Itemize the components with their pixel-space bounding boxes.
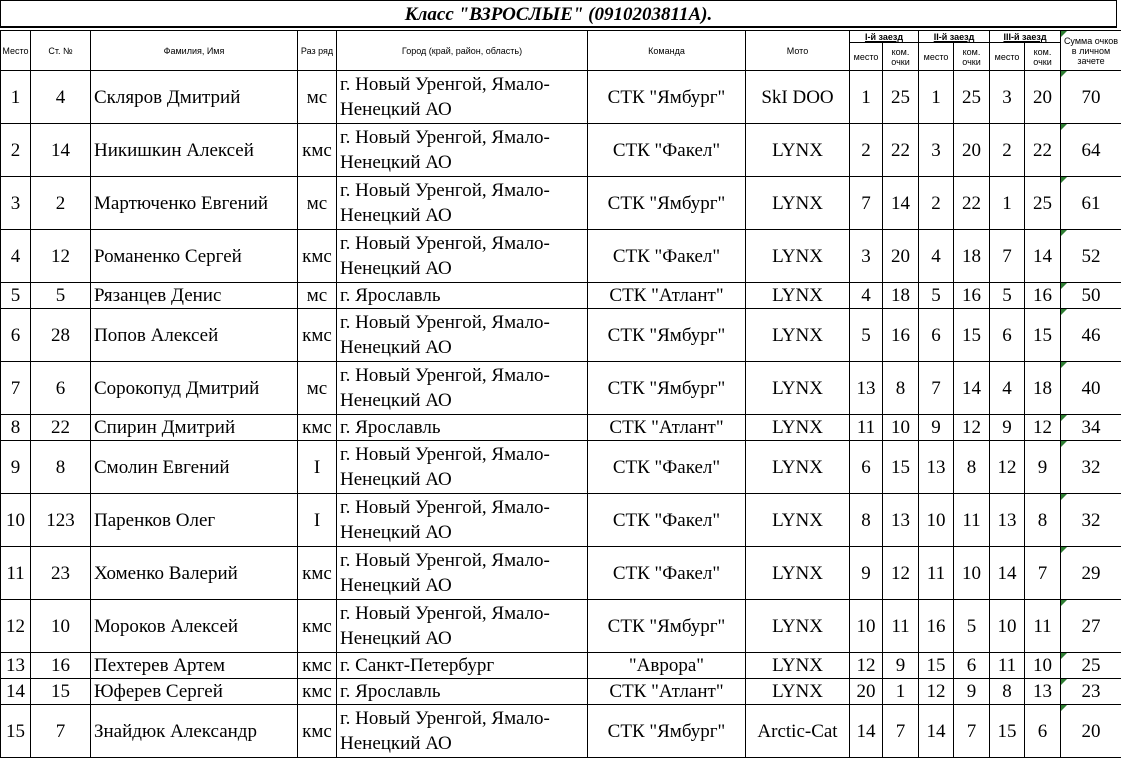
cell-city xyxy=(337,362,588,415)
cell-moto: LYNX xyxy=(746,547,850,600)
cell-team: СТК "Факел" xyxy=(588,547,746,600)
cell-rank: кмс xyxy=(298,653,337,679)
cell-team: СТК "Атлант" xyxy=(588,283,746,309)
header-name: Фамилия, Имя xyxy=(91,31,298,71)
cell-rank: кмс xyxy=(298,679,337,705)
cell-moto: LYNX xyxy=(746,177,850,230)
cell-run2-points: 25 xyxy=(954,71,990,124)
header-run1-place: место xyxy=(850,43,883,71)
cell-name: Мартюченко Евгений xyxy=(91,177,298,230)
cell-run2-place: 9 xyxy=(919,415,954,441)
cell-run1-points: 7 xyxy=(883,705,919,758)
cell-run2-points: 20 xyxy=(954,124,990,177)
table-row xyxy=(1,600,1121,653)
cell-run2-place: 11 xyxy=(919,547,954,600)
cell-run3-points: 22 xyxy=(1025,124,1061,177)
cell-run1-points: 18 xyxy=(883,283,919,309)
table-row xyxy=(1,71,1121,124)
cell-sum: 70 xyxy=(1061,71,1121,124)
cell-run1-points: 20 xyxy=(883,230,919,283)
cell-city xyxy=(337,600,588,653)
cell-run1-place: 8 xyxy=(850,494,883,547)
cell-sum: 34 xyxy=(1061,415,1121,441)
cell-name: Смолин Евгений xyxy=(91,441,298,494)
cell-place: 4 xyxy=(1,230,31,283)
cell-team: СТК "Атлант" xyxy=(588,679,746,705)
cell-sum: 61 xyxy=(1061,177,1121,230)
cell-run3-place: 8 xyxy=(990,679,1025,705)
cell-place: 5 xyxy=(1,283,31,309)
cell-sum: 25 xyxy=(1061,653,1121,679)
cell-run2-place: 10 xyxy=(919,494,954,547)
cell-city xyxy=(337,547,588,600)
cell-moto: LYNX xyxy=(746,124,850,177)
cell-run2-points: 14 xyxy=(954,362,990,415)
cell-place: 3 xyxy=(1,177,31,230)
city-line-1: г. Новый Уренгой, Ямало- xyxy=(340,233,550,254)
cell-place: 13 xyxy=(1,653,31,679)
cell-name: Паренков Олег xyxy=(91,494,298,547)
cell-moto: LYNX xyxy=(746,283,850,309)
cell-start-no: 8 xyxy=(31,441,91,494)
cell-city xyxy=(337,441,588,494)
cell-city xyxy=(337,71,588,124)
cell-run2-points: 16 xyxy=(954,283,990,309)
city-line-1: г. Новый Уренгой, Ямало- xyxy=(340,180,550,201)
cell-moto: LYNX xyxy=(746,362,850,415)
cell-name: Никишкин Алексей xyxy=(91,124,298,177)
cell-run3-points: 6 xyxy=(1025,705,1061,758)
cell-run3-points: 12 xyxy=(1025,415,1061,441)
table-row xyxy=(1,283,1121,309)
cell-place: 8 xyxy=(1,415,31,441)
cell-run2-place: 13 xyxy=(919,441,954,494)
cell-team: СТК "Ямбург" xyxy=(588,600,746,653)
cell-run1-place: 7 xyxy=(850,177,883,230)
cell-run1-place: 6 xyxy=(850,441,883,494)
cell-run1-points: 1 xyxy=(883,679,919,705)
page-title: Класс "ВЗРОСЛЫЕ" (0910203811А). xyxy=(0,0,1117,28)
cell-name: Пехтерев Артем xyxy=(91,653,298,679)
header-rank: Раз ряд xyxy=(298,31,337,71)
cell-run2-points: 10 xyxy=(954,547,990,600)
table-row xyxy=(1,177,1121,230)
cell-city xyxy=(337,653,588,679)
header-team: Команда xyxy=(588,31,746,71)
table-row xyxy=(1,547,1121,600)
cell-run2-points: 18 xyxy=(954,230,990,283)
cell-run3-place: 2 xyxy=(990,124,1025,177)
city-line-2: Ненецкий АО xyxy=(340,575,452,596)
cell-run3-points: 20 xyxy=(1025,71,1061,124)
cell-team: СТК "Атлант" xyxy=(588,415,746,441)
header-run3: III-й заезд xyxy=(990,31,1061,43)
table-row xyxy=(1,705,1121,758)
cell-team: СТК "Ямбург" xyxy=(588,362,746,415)
city-line-2: Ненецкий АО xyxy=(340,99,452,120)
cell-name: Попов Алексей xyxy=(91,309,298,362)
cell-moto: LYNX xyxy=(746,679,850,705)
cell-name: Мороков Алексей xyxy=(91,600,298,653)
table-row xyxy=(1,415,1121,441)
city-line-2: Ненецкий АО xyxy=(340,390,452,411)
cell-team: СТК "Факел" xyxy=(588,441,746,494)
cell-place: 6 xyxy=(1,309,31,362)
cell-run2-points: 15 xyxy=(954,309,990,362)
cell-city xyxy=(337,679,588,705)
cell-run1-place: 11 xyxy=(850,415,883,441)
cell-sum: 32 xyxy=(1061,494,1121,547)
cell-team: СТК "Ямбург" xyxy=(588,177,746,230)
header-city: Город (край, район, область) xyxy=(337,31,588,71)
cell-run3-place: 11 xyxy=(990,653,1025,679)
cell-run2-points: 9 xyxy=(954,679,990,705)
city-line-2: Ненецкий АО xyxy=(340,733,452,754)
cell-start-no: 28 xyxy=(31,309,91,362)
city-line-2: Ненецкий АО xyxy=(340,152,452,173)
cell-run1-place: 1 xyxy=(850,71,883,124)
cell-sum: 52 xyxy=(1061,230,1121,283)
cell-place: 12 xyxy=(1,600,31,653)
table-row xyxy=(1,124,1121,177)
cell-run2-points: 12 xyxy=(954,415,990,441)
cell-run1-points: 25 xyxy=(883,71,919,124)
cell-run2-points: 5 xyxy=(954,600,990,653)
cell-run3-points: 18 xyxy=(1025,362,1061,415)
cell-run3-points: 10 xyxy=(1025,653,1061,679)
cell-run2-place: 7 xyxy=(919,362,954,415)
cell-run3-place: 4 xyxy=(990,362,1025,415)
cell-name: Спирин Дмитрий xyxy=(91,415,298,441)
header-moto: Мото xyxy=(746,31,850,71)
cell-run3-place: 6 xyxy=(990,309,1025,362)
cell-run1-place: 5 xyxy=(850,309,883,362)
cell-run1-place: 3 xyxy=(850,230,883,283)
cell-rank: мс xyxy=(298,362,337,415)
cell-city xyxy=(337,705,588,758)
cell-team: СТК "Факел" xyxy=(588,124,746,177)
cell-run1-place: 13 xyxy=(850,362,883,415)
cell-run1-place: 9 xyxy=(850,547,883,600)
cell-rank: мс xyxy=(298,71,337,124)
cell-start-no: 10 xyxy=(31,600,91,653)
cell-run3-place: 14 xyxy=(990,547,1025,600)
cell-start-no: 12 xyxy=(31,230,91,283)
cell-run2-points: 7 xyxy=(954,705,990,758)
cell-run3-points: 16 xyxy=(1025,283,1061,309)
cell-start-no: 7 xyxy=(31,705,91,758)
cell-run1-place: 4 xyxy=(850,283,883,309)
cell-rank: кмс xyxy=(298,705,337,758)
city-line-1: г. Ярославль xyxy=(340,417,441,438)
cell-start-no: 5 xyxy=(31,283,91,309)
cell-team: "Аврора" xyxy=(588,653,746,679)
cell-start-no: 15 xyxy=(31,679,91,705)
cell-rank: кмс xyxy=(298,547,337,600)
cell-city xyxy=(337,230,588,283)
cell-name: Скляров Дмитрий xyxy=(91,71,298,124)
cell-place: 14 xyxy=(1,679,31,705)
cell-run1-points: 16 xyxy=(883,309,919,362)
city-line-2: Ненецкий АО xyxy=(340,522,452,543)
header-start-no: Ст. № xyxy=(31,31,91,71)
cell-start-no: 123 xyxy=(31,494,91,547)
cell-sum: 32 xyxy=(1061,441,1121,494)
cell-run3-place: 12 xyxy=(990,441,1025,494)
cell-place: 9 xyxy=(1,441,31,494)
cell-place: 11 xyxy=(1,547,31,600)
cell-run3-points: 25 xyxy=(1025,177,1061,230)
cell-moto: LYNX xyxy=(746,441,850,494)
cell-name: Знайдюк Александр xyxy=(91,705,298,758)
cell-run3-place: 1 xyxy=(990,177,1025,230)
cell-city xyxy=(337,309,588,362)
header-run3-place: место xyxy=(990,43,1025,71)
cell-rank: I xyxy=(298,441,337,494)
cell-city xyxy=(337,177,588,230)
cell-place: 10 xyxy=(1,494,31,547)
cell-moto: SkI DOO xyxy=(746,71,850,124)
cell-run2-place: 5 xyxy=(919,283,954,309)
cell-sum: 29 xyxy=(1061,547,1121,600)
cell-sum: 50 xyxy=(1061,283,1121,309)
cell-run2-place: 16 xyxy=(919,600,954,653)
city-line-2: Ненецкий АО xyxy=(340,258,452,279)
cell-moto: Arctic-Cat xyxy=(746,705,850,758)
cell-run3-place: 3 xyxy=(990,71,1025,124)
cell-run1-place: 12 xyxy=(850,653,883,679)
table-row xyxy=(1,230,1121,283)
table-row xyxy=(1,679,1121,705)
cell-name: Хоменко Валерий xyxy=(91,547,298,600)
cell-start-no: 23 xyxy=(31,547,91,600)
cell-start-no: 2 xyxy=(31,177,91,230)
header-place: Место xyxy=(1,31,31,71)
table-row xyxy=(1,309,1121,362)
cell-place: 15 xyxy=(1,705,31,758)
cell-run2-place: 6 xyxy=(919,309,954,362)
results-table xyxy=(0,30,1121,758)
cell-team: СТК "Ямбург" xyxy=(588,71,746,124)
cell-run2-place: 4 xyxy=(919,230,954,283)
cell-moto: LYNX xyxy=(746,653,850,679)
cell-run3-points: 14 xyxy=(1025,230,1061,283)
cell-sum: 40 xyxy=(1061,362,1121,415)
cell-city xyxy=(337,283,588,309)
cell-moto: LYNX xyxy=(746,230,850,283)
cell-start-no: 4 xyxy=(31,71,91,124)
cell-sum: 46 xyxy=(1061,309,1121,362)
cell-rank: кмс xyxy=(298,230,337,283)
cell-run2-place: 3 xyxy=(919,124,954,177)
cell-run1-points: 8 xyxy=(883,362,919,415)
cell-rank: кмс xyxy=(298,124,337,177)
cell-run3-place: 9 xyxy=(990,415,1025,441)
cell-rank: мс xyxy=(298,177,337,230)
cell-place: 1 xyxy=(1,71,31,124)
cell-moto: LYNX xyxy=(746,600,850,653)
cell-rank: кмс xyxy=(298,309,337,362)
cell-rank: кмс xyxy=(298,415,337,441)
cell-run3-points: 15 xyxy=(1025,309,1061,362)
cell-run2-place: 1 xyxy=(919,71,954,124)
cell-start-no: 16 xyxy=(31,653,91,679)
cell-run1-points: 9 xyxy=(883,653,919,679)
table-row xyxy=(1,494,1121,547)
cell-sum: 20 xyxy=(1061,705,1121,758)
cell-run1-points: 13 xyxy=(883,494,919,547)
cell-run1-points: 15 xyxy=(883,441,919,494)
header-run3-points: ком. очки xyxy=(1025,43,1061,71)
city-line-2: Ненецкий АО xyxy=(340,469,452,490)
cell-run3-place: 5 xyxy=(990,283,1025,309)
city-line-1: г. Санкт-Петербург xyxy=(340,655,495,676)
cell-run1-place: 2 xyxy=(850,124,883,177)
city-line-1: г. Новый Уренгой, Ямало- xyxy=(340,127,550,148)
cell-sum: 64 xyxy=(1061,124,1121,177)
header-sum: Сумма очков в личном зачете xyxy=(1061,31,1121,71)
cell-run1-points: 14 xyxy=(883,177,919,230)
header-run1: I-й заезд xyxy=(850,31,919,43)
cell-rank: I xyxy=(298,494,337,547)
cell-start-no: 6 xyxy=(31,362,91,415)
cell-run2-points: 11 xyxy=(954,494,990,547)
cell-moto: LYNX xyxy=(746,415,850,441)
cell-city xyxy=(337,494,588,547)
cell-city xyxy=(337,124,588,177)
cell-run2-place: 15 xyxy=(919,653,954,679)
cell-run3-place: 10 xyxy=(990,600,1025,653)
city-line-1: г. Новый Уренгой, Ямало- xyxy=(340,550,550,571)
cell-run3-points: 8 xyxy=(1025,494,1061,547)
city-line-2: Ненецкий АО xyxy=(340,337,452,358)
cell-moto: LYNX xyxy=(746,309,850,362)
cell-run3-points: 9 xyxy=(1025,441,1061,494)
city-line-1: г. Новый Уренгой, Ямало- xyxy=(340,708,550,729)
city-line-1: г. Новый Уренгой, Ямало- xyxy=(340,365,550,386)
cell-rank: кмс xyxy=(298,600,337,653)
cell-run2-place: 12 xyxy=(919,679,954,705)
cell-team: СТК "Ямбург" xyxy=(588,705,746,758)
cell-city xyxy=(337,415,588,441)
cell-run1-place: 14 xyxy=(850,705,883,758)
cell-run2-place: 2 xyxy=(919,177,954,230)
cell-run3-place: 13 xyxy=(990,494,1025,547)
cell-place: 7 xyxy=(1,362,31,415)
cell-run2-place: 14 xyxy=(919,705,954,758)
cell-rank: мс xyxy=(298,283,337,309)
city-line-1: г. Новый Уренгой, Ямало- xyxy=(340,312,550,333)
city-line-1: г. Ярославль xyxy=(340,681,441,702)
cell-team: СТК "Ямбург" xyxy=(588,309,746,362)
city-line-2: Ненецкий АО xyxy=(340,628,452,649)
cell-run3-place: 15 xyxy=(990,705,1025,758)
cell-run1-place: 20 xyxy=(850,679,883,705)
city-line-2: Ненецкий АО xyxy=(340,205,452,226)
header-run1-points: ком. очки xyxy=(883,43,919,71)
cell-name: Сорокопуд Дмитрий xyxy=(91,362,298,415)
table-row xyxy=(1,653,1121,679)
cell-run1-points: 11 xyxy=(883,600,919,653)
cell-name: Рязанцев Денис xyxy=(91,283,298,309)
table-row xyxy=(1,362,1121,415)
cell-name: Юферев Сергей xyxy=(91,679,298,705)
header-run2-points: ком. очки xyxy=(954,43,990,71)
cell-start-no: 22 xyxy=(31,415,91,441)
cell-run3-points: 11 xyxy=(1025,600,1061,653)
cell-moto: LYNX xyxy=(746,494,850,547)
cell-team: СТК "Факел" xyxy=(588,494,746,547)
header-run2-place: место xyxy=(919,43,954,71)
table-row xyxy=(1,441,1121,494)
cell-team: СТК "Факел" xyxy=(588,230,746,283)
cell-run1-points: 12 xyxy=(883,547,919,600)
cell-run3-place: 7 xyxy=(990,230,1025,283)
cell-run1-points: 10 xyxy=(883,415,919,441)
cell-run3-points: 13 xyxy=(1025,679,1061,705)
cell-run1-points: 22 xyxy=(883,124,919,177)
city-line-1: г. Новый Уренгой, Ямало- xyxy=(340,603,550,624)
city-line-1: г. Новый Уренгой, Ямало- xyxy=(340,444,550,465)
cell-run1-place: 10 xyxy=(850,600,883,653)
cell-sum: 23 xyxy=(1061,679,1121,705)
cell-sum: 27 xyxy=(1061,600,1121,653)
cell-run2-points: 22 xyxy=(954,177,990,230)
cell-place: 2 xyxy=(1,124,31,177)
city-line-1: г. Новый Уренгой, Ямало- xyxy=(340,74,550,95)
cell-run2-points: 8 xyxy=(954,441,990,494)
cell-run2-points: 6 xyxy=(954,653,990,679)
cell-run3-points: 7 xyxy=(1025,547,1061,600)
city-line-1: г. Ярославль xyxy=(340,285,441,306)
city-line-1: г. Новый Уренгой, Ямало- xyxy=(340,497,550,518)
cell-start-no: 14 xyxy=(31,124,91,177)
cell-name: Романенко Сергей xyxy=(91,230,298,283)
header-run2: II-й заезд xyxy=(919,31,990,43)
